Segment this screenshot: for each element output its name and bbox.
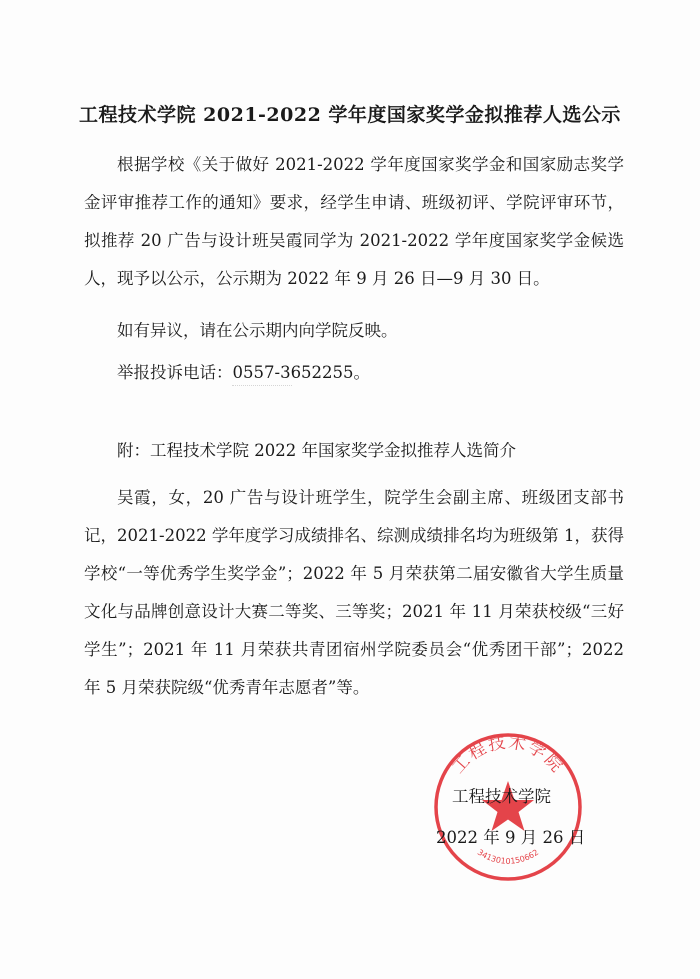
appendix-heading: 附：工程技术学院 2022 年国家奖学金拟推荐人选简介 — [117, 441, 516, 460]
seal-code: 3413010150662 — [475, 847, 541, 866]
signature-organization: 工程技术学院 — [452, 787, 551, 806]
complaint-phone: 举报投诉电话：0557-3652255。 — [117, 363, 371, 382]
scan-noise — [232, 385, 292, 390]
objection-notice: 如有异议，请在公示期内向学院反映。 — [117, 321, 398, 340]
announcement-paragraph: 根据学校《关于做好 2021-2022 学年度国家奖学金和国家励志奖学金评审推荐工作的通知》要求，经学生申请、班级初评、学院评审环节，拟推荐 20 广告与设计班吴霞同学为 2021-2022 学年度国家奖学金候选人，现予以公示，公示期为 2022 年 9 月 26 日—9 月 30 日。 — [84, 155, 624, 288]
seal-text: 工程技术学院 — [448, 732, 568, 778]
document-title: 工程技术学院 2021-2022 学年度国家奖学金拟推荐人选公示 — [79, 104, 621, 126]
signature-date: 2022 年 9 月 26 日 — [436, 828, 586, 847]
candidate-profile: 吴霞，女，20 广告与设计班学生，院学生会副主席、班级团支部书记，2021-2022 学年度学习成绩排名、综测成绩排名均为班级第 1，获得学校“一等优秀学生奖学金”；2022 年 5 月荣获第二届安徽省大学生质量文化与品牌创意设计大赛二等奖、三等奖；2021 年 11 月荣获校级“三好学生”；2021 年 11 月荣获共青团宿州学院委员会“优秀团干部”；2022 年 5 月荣获院级“优秀青年志愿者”等。 — [84, 488, 624, 697]
official-seal — [428, 727, 588, 887]
